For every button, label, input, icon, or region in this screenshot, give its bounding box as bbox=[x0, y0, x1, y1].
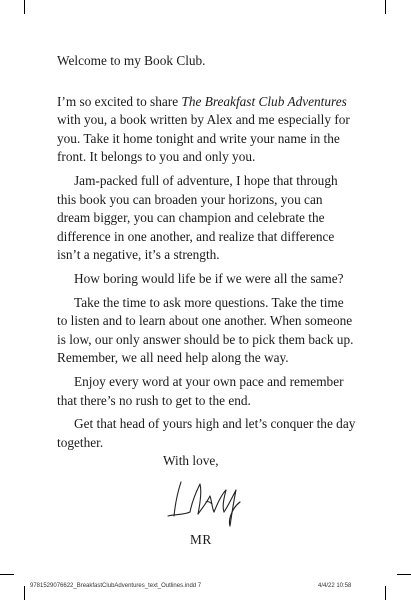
crop-mark-bottom-right-h bbox=[397, 574, 411, 575]
letter-paragraph-2: Jam-packed full of adventure, I hope that through this book you can broaden your horizons, you can dream bigger, you can champion and celebrate the difference in one another, and realize that difference isn’t a negative, it’s a strength. bbox=[57, 172, 338, 263]
letter-initials: MR bbox=[190, 532, 212, 547]
crop-mark-bottom-right-v bbox=[385, 586, 386, 600]
crop-mark-top-right bbox=[385, 0, 386, 14]
letter-paragraph-6: Get that head of yours high and let’s conquer the day together. bbox=[57, 416, 356, 450]
crop-mark-bottom-left-v bbox=[24, 586, 25, 600]
letter-paragraph-4: Take the time to ask more questions. Take the time to listen and to learn about one another. When someone is low, our only answer should be to pick them back up. Remember, we all need help along the way. bbox=[57, 294, 354, 366]
letter-body bbox=[57, 52, 357, 457]
letter-paragraph-1 bbox=[57, 93, 357, 167]
letter-paragraph-3: How boring would life be if we were all the same? bbox=[74, 270, 344, 286]
paragraph-1-rest: with you, a book written by Alex and me especially for you. Take it home tonight and write your name in the front. It belongs to you and only you. bbox=[57, 112, 350, 165]
crop-mark-top-left bbox=[24, 0, 25, 14]
letter-sign-off: With love, bbox=[163, 453, 219, 468]
letter-paragraph-5: Enjoy every word at your own pace and remember that there’s no rush to get to the end. bbox=[57, 373, 344, 408]
handwritten-signature bbox=[160, 472, 250, 530]
paragraph-1-intro: I’m so excited to share bbox=[57, 93, 182, 109]
print-slug-filename: 9781529076622_BreakfastClubAdventures_text_Outlines.indd 7 bbox=[30, 583, 202, 589]
letter-greeting: Welcome to my Book Club. bbox=[57, 53, 206, 68]
print-slug-timestamp: 4/4/22 10:58 bbox=[318, 583, 352, 589]
crop-mark-bottom-left-h bbox=[0, 574, 14, 575]
book-title: The Breakfast Club Adventures bbox=[181, 93, 347, 109]
